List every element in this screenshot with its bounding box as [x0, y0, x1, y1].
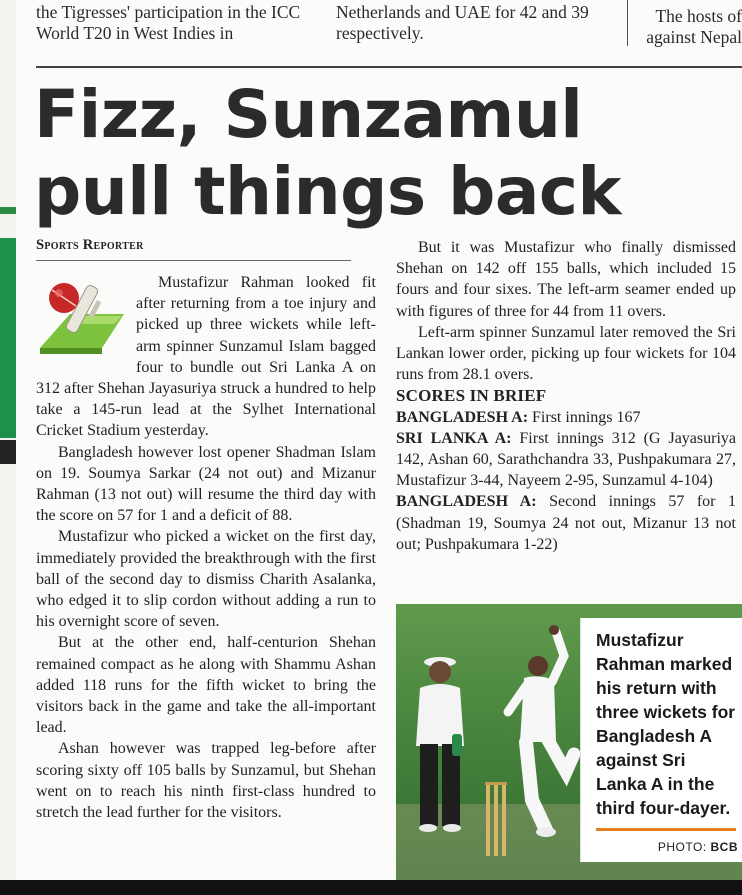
- byline: Sports Reporter: [36, 237, 144, 253]
- score-line: [396, 491, 736, 555]
- paragraph: Left-arm spinner Sunzamul later removed the Sri Lankan lower order, picking up four wickets for 104 runs from 28.1 overs.: [396, 323, 736, 384]
- photo-credit-label: PHOTO:: [657, 840, 711, 854]
- paragraph: Mustafizur who picked a wicket on the first day, immediately provided the breakthrough with the first ball of the second day to dismiss Charith Asalanka, who edged it to slip cordon without adding a run to his overnight score of seven.: [36, 528, 376, 631]
- paragraph: But at the other end, half-centurion Shehan remained compact as he along with Shammu Ashan added 118 runs for the fifth wicket to bring the visitors back in the game and take the all-important lead.: [36, 634, 376, 737]
- page-edge-dark-block: [0, 440, 16, 464]
- article-body-left: [36, 272, 376, 823]
- score-team: BANGLADESH A:: [396, 408, 529, 426]
- score-team: BANGLADESH A:: [396, 493, 537, 511]
- bottom-edge-bar: [0, 880, 742, 895]
- headline: [34, 76, 734, 230]
- paragraph: Ashan however was trapped leg-before after scoring sixty off 105 balls by Sunzamul, but Shehan went on to reach his ninth first-class hundred to stretch the lead further for the visitors.: [36, 740, 376, 822]
- headline-line-1: Fizz, Sunzamul: [34, 76, 583, 153]
- headline-line-2: pull things back: [34, 153, 621, 230]
- score-line: [396, 428, 736, 492]
- column-divider: [627, 0, 628, 46]
- score-detail: Second innings 57 for 1 (Shadman 19, Soumya 24 not out, Mizanur 13 not out; Pushpakumara 1-22): [396, 493, 736, 553]
- photo-caption: Mustafizur Rahman marked his return with three wickets for Bangladesh A against Sri Lanka A in the third four-dayer.: [596, 630, 736, 818]
- adjacent-article-snippet-2: Netherlands and UAE for 42 and 39 respectively.: [336, 2, 589, 43]
- caption-accent-rule: [596, 828, 736, 831]
- photo-credit: [620, 840, 738, 854]
- article-body-right: [396, 237, 736, 555]
- paragraph: But it was Mustafizur who finally dismissed Shehan on 142 off 155 balls, which included 15 fours and four sixes. The left-arm seamer ended up with figures of three for 44 from 11 overs.: [396, 239, 736, 320]
- scores-heading: SCORES IN BRIEF: [396, 386, 547, 406]
- byline-rule: [36, 260, 351, 261]
- section-divider: [36, 66, 742, 68]
- score-detail: First innings 167: [532, 408, 641, 426]
- score-line: [396, 407, 736, 428]
- paragraph: Mustafizur Rahman looked fit after returning from a toe injury and picked up three wickets while left-arm spinner Sunzamul Islam bagged four to bundle out Sri Lanka A on 312 after Shehan Jayasuriya struck a hundred to help take a 145-run lead at the Sylhet International Cricket Stadium yesterday.: [36, 274, 376, 440]
- score-team: SRI LANKA A:: [396, 429, 512, 447]
- page-edge-green-bar: [0, 207, 16, 214]
- page-edge-green-block: [0, 238, 16, 438]
- photo-credit-source: BCB: [710, 840, 738, 854]
- score-detail: First innings 312 (G Jayasuriya 142, Ashan 60, Sarathchandra 33, Pushpakumara 27, Mustafizur 3-44, Nayeem 2-95, Sunzamul 4-104): [396, 429, 737, 490]
- adjacent-article-snippet-3: The hosts of against Nepal: [646, 6, 742, 47]
- cricket-ball-bat-icon: [36, 274, 128, 358]
- paragraph: Bangladesh however lost opener Shadman Islam on 19. Soumya Sarkar (24 not out) and Mizanur Rahman (13 not out) will resume the third day with the score on 57 for 1 and a deficit of 88.: [36, 443, 376, 525]
- adjacent-article-snippet-1: the Tigresses' participation in the ICC World T20 in West Indies in: [36, 2, 301, 43]
